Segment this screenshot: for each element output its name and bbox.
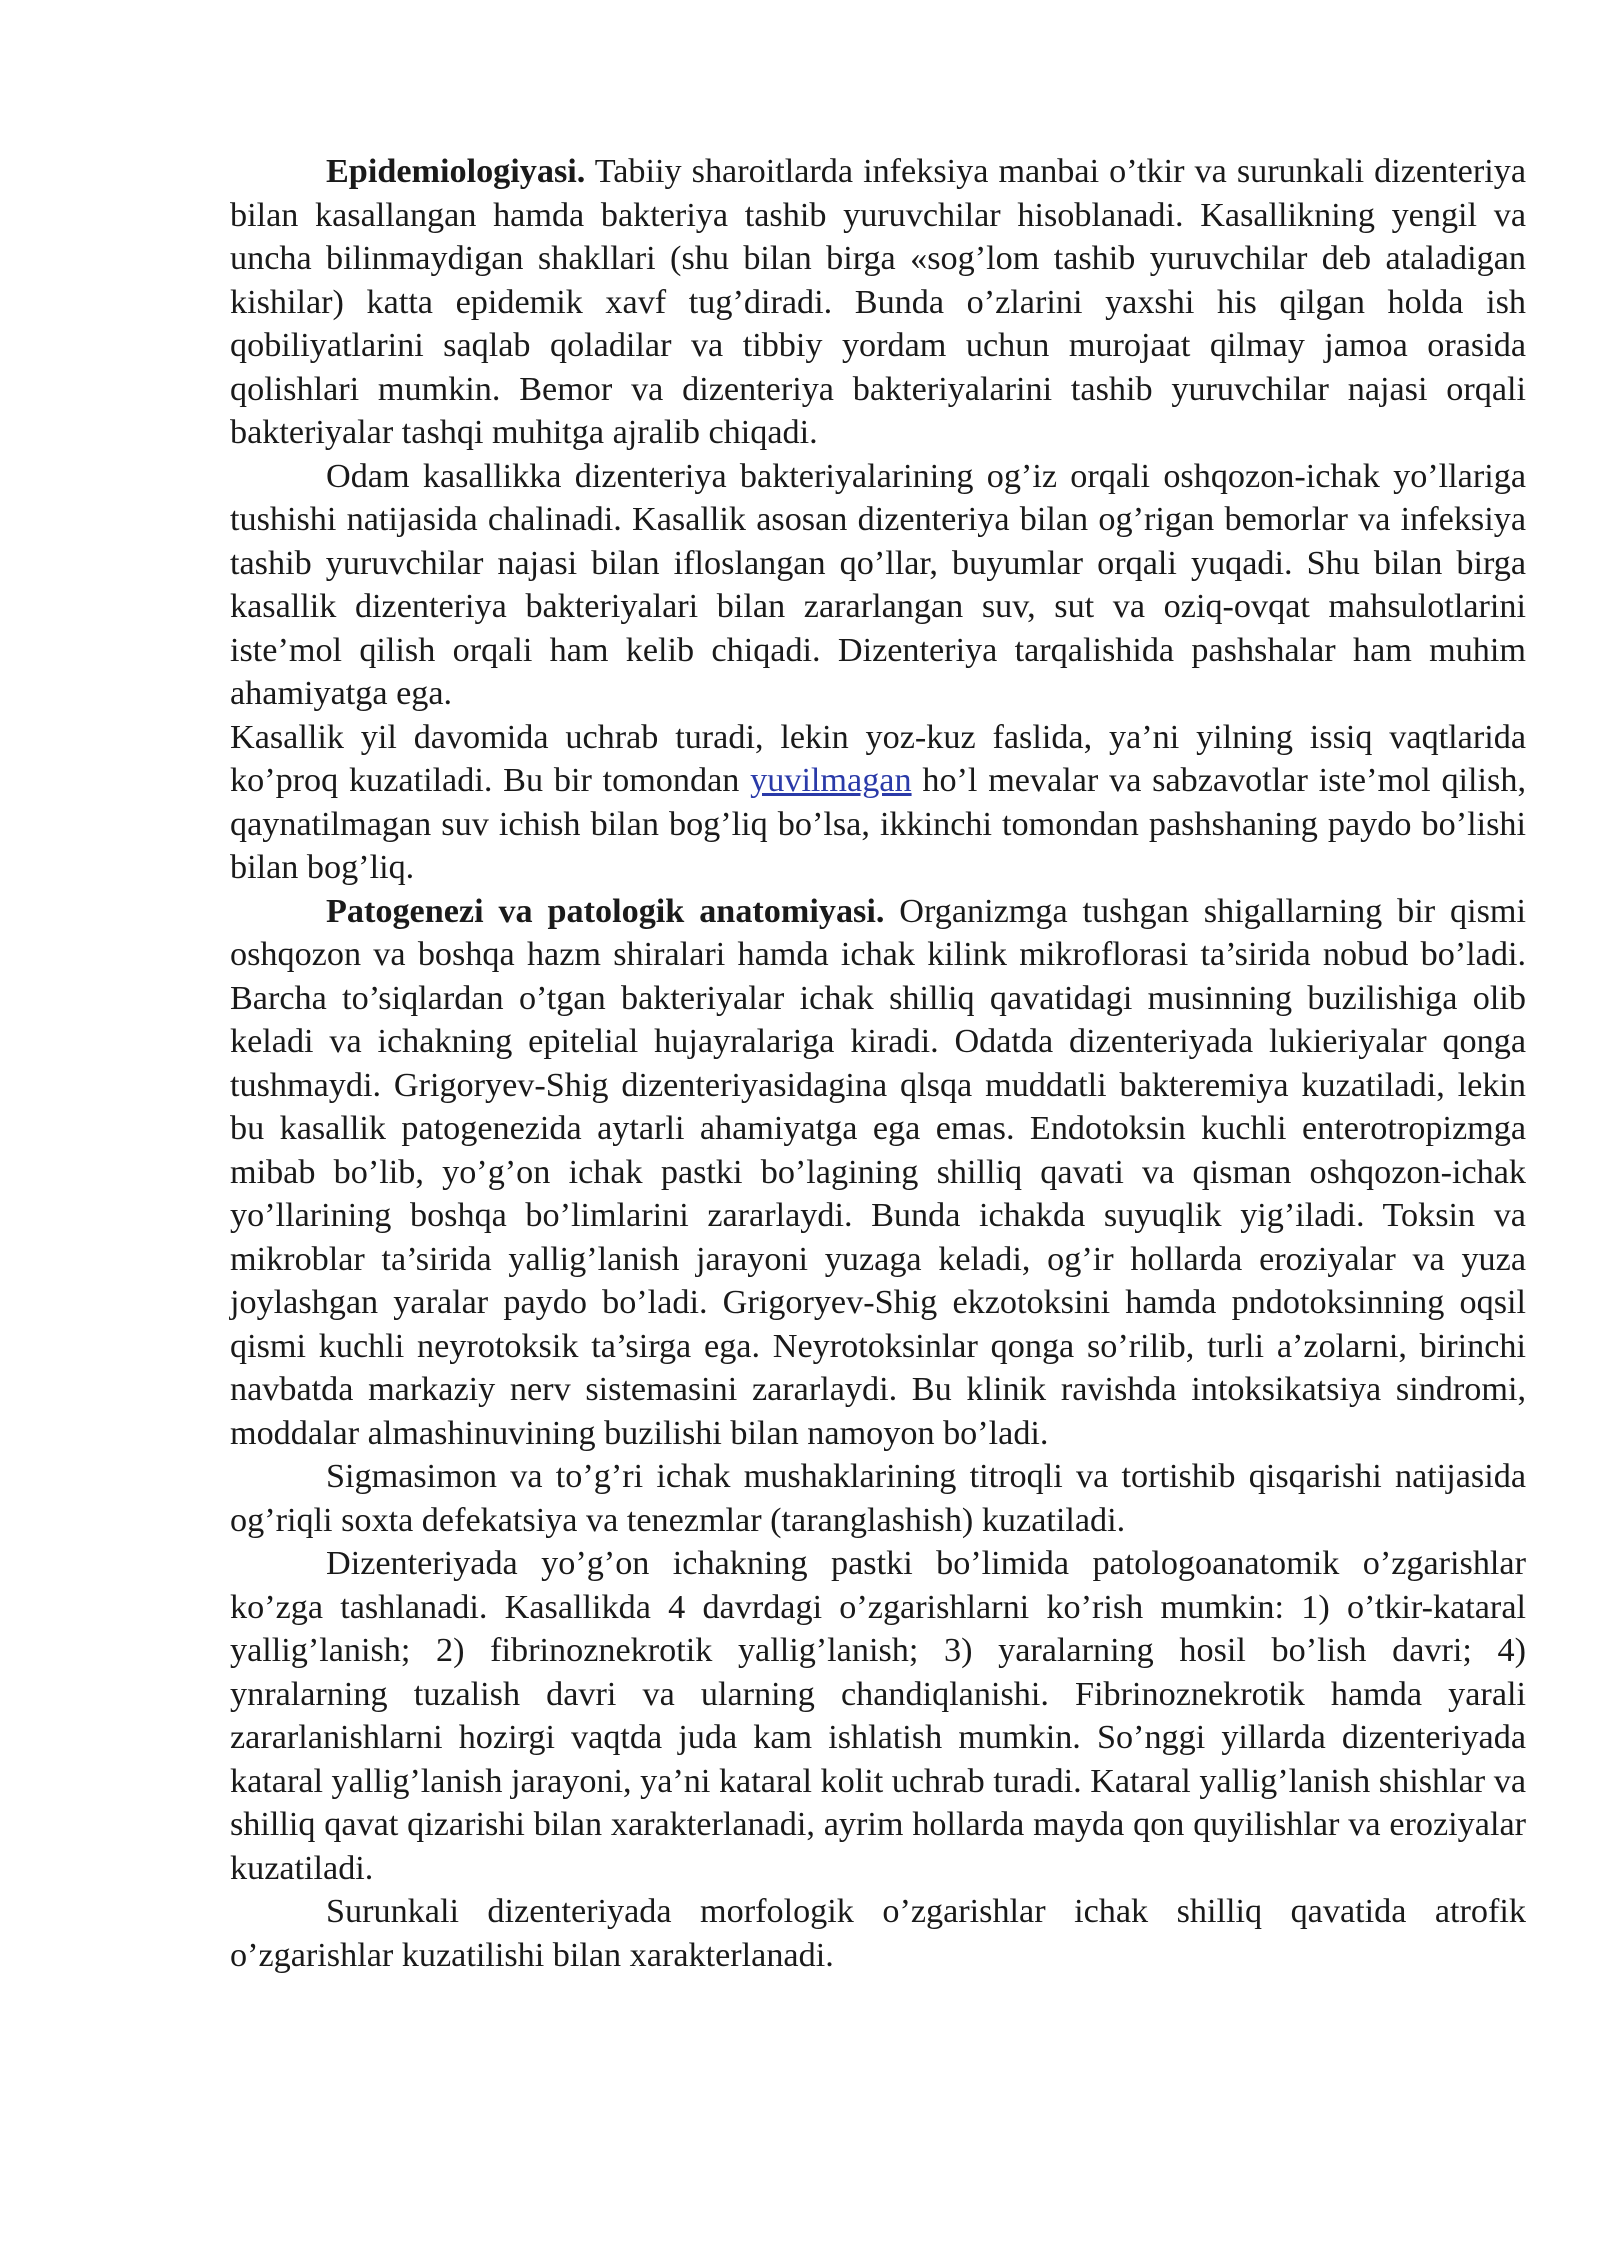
yuvilmagan-link[interactable]: yuvilmagan <box>750 762 912 799</box>
epidemiology-paragraph-1 <box>230 150 1526 455</box>
epidemiology-paragraph-3-after: ho’l mevalar va sabzavotlar iste’mol qilish, qaynatilmagan suv ichish bilan bog’liq bo’lsa, ikkinchi tomondan pashshaning paydo bo’lishi bilan bog’liq. <box>230 762 1526 886</box>
epidemiology-paragraph-3-before: Kasallik yil davomida uchrab turadi, lekin yoz-kuz faslida, ya’ni yilning issiq vaqtlarida ko’proq kuzatiladi. Bu bir tomondan <box>230 718 1526 799</box>
pathogenesis-heading: Patogenezi va patologik anatomiyasi. <box>326 892 885 930</box>
epidemiology-paragraph-1-text: Tabiiy sharoitlarda infeksiya manbai o’tkir va surunkali dizenteriya bilan kasallangan hamda bakteriya tashib yuruvchilar hisoblanadi. Kasallikning yengil va uncha bilinmaydigan shakllari (shu bilan birga «sog’lom tashib yuruvchilar deb ataladigan kishilar) katta epidemik xavf tug’diradi. Bunda o’zlarini yaxshi his qilgan holda ish qobiliyatlarini saqlab qoladilar va tibbiy yordam uchun murojaat qilmay jamoa orasida qolishlari mumkin. Bemor va dizenteriya bakteriyalarini tashib yuruvchilar najasi orqali bakteriyalar tashqi muhitga ajralib chiqadi. <box>230 153 1526 451</box>
pathogenesis-paragraph-4: Surunkali dizenteriyada morfologik o’zgarishlar ichak shilliq qavatida atrofik o’zgarishlar kuzatilishi bilan xarakterlanadi. <box>230 1893 1526 1974</box>
epidemiology-paragraph-2: Odam kasallikka dizenteriya bakteriyalarining og’iz orqali oshqozon-ichak yo’llariga tushishi natijasida chalinadi. Kasallik asosan dizenteriya bilan og’rigan bemorlar va infeksiya tashib yuruvchilar najasi bilan ifloslangan qo’llar, buyumlar orqali yuqadi. Shu bilan birga kasallik dizenteriya bakteriyalari bilan zararlangan suv, sut va oziq-ovqat mahsulotlarini iste’mol qilish orqali ham kelib chiqadi. Dizenteriya tarqalishida pashshalar ham muhim ahamiyatga ega. <box>230 457 1526 712</box>
epidemiology-paragraph-3 <box>230 716 1526 890</box>
pathogenesis-paragraph-1-text: Organizmga tushgan shigallarning bir qismi oshqozon va boshqa hazm shiralari hamda ichak kilink mikroflorasi ta’sirida nobud bo’ladi. Barcha to’siqlardan o’tgan bakteriyalar ichak shilliq qavatidagi musinning buzilishiga olib keladi va ichakning epitelial hujayralariga kiradi. Odatda dizenteriyada lukieriyalar qonga tushmaydi. Grigoryev-Shig dizenteriyasidagina qlsqa muddatli bakteremiya kuzatiladi, lekin bu kasallik patogenezida aytarli ahamiyatga ega emas. Endotoksin kuchli enterotropizmga mibab bo’lib, yo’g’on ichak pastki bo’lagining shilliq qavati va qisman oshqozon-ichak yo’llarining boshqa bo’limlarini zararlaydi. Bunda ichakda suyuqlik yig’iladi. Toksin va mikroblar ta’sirida yallig’lanish jarayoni yuzaga keladi, og’ir hollarda eroziyalar va yuza joylashgan yaralar paydo bo’ladi. Grigoryev-Shig ekzotoksini hamda pndotoksinning oqsil qismi kuchli neyrotoksik ta’sirga ega. Neyrotoksinlar qonga so’rilib, turli a’zolarni, birinchi navbatda markaziy nerv sistemasini zararlaydi. Bu klinik ravishda intoksikatsiya sindromi, moddalar almashinuvining buzilishi bilan namoyon bo’ladi. <box>230 892 1526 1452</box>
pathogenesis-paragraph-2: Sigmasimon va to’g’ri ichak mushaklarining titroqli va tortishib qisqarishi natijasida og’riqli soxta defekatsiya va tenezmlar (taranglashish) kuzatiladi. <box>230 1458 1526 1539</box>
pathogenesis-paragraph-3: Dizenteriyada yo’g’on ichakning pastki bo’limida patologoanatomik o’zgarishlar ko’zga tashlanadi. Kasallikda 4 davrdagi o’zgarishlarni ko’rish mumkin: 1) o’tkir-kataral yallig’lanish; 2) fibrinoznekrotik yallig’lanish; 3) yaralarning hosil bo’lish davri; 4) ynralarning tuzalish davri va ularning chandiqlanishi. Fibrinoznekrotik hamda yarali zararlanishlarni hozirgi vaqtda juda kam ishlatish mumkin. So’nggi yillarda dizenteriyada kataral yallig’lanish jarayoni, ya’ni kataral kolit uchrab turadi. Kataral yallig’lanish shishlar va shilliq qavat qizarishi bilan xarakterlanadi, ayrim hollarda mayda qon quyilishlar va eroziyalar kuzatiladi. <box>230 1545 1526 1887</box>
document-page <box>230 150 1526 1977</box>
epidemiology-heading: Epidemiologiyasi. <box>326 153 586 190</box>
pathogenesis-paragraph-1 <box>230 890 1526 1456</box>
